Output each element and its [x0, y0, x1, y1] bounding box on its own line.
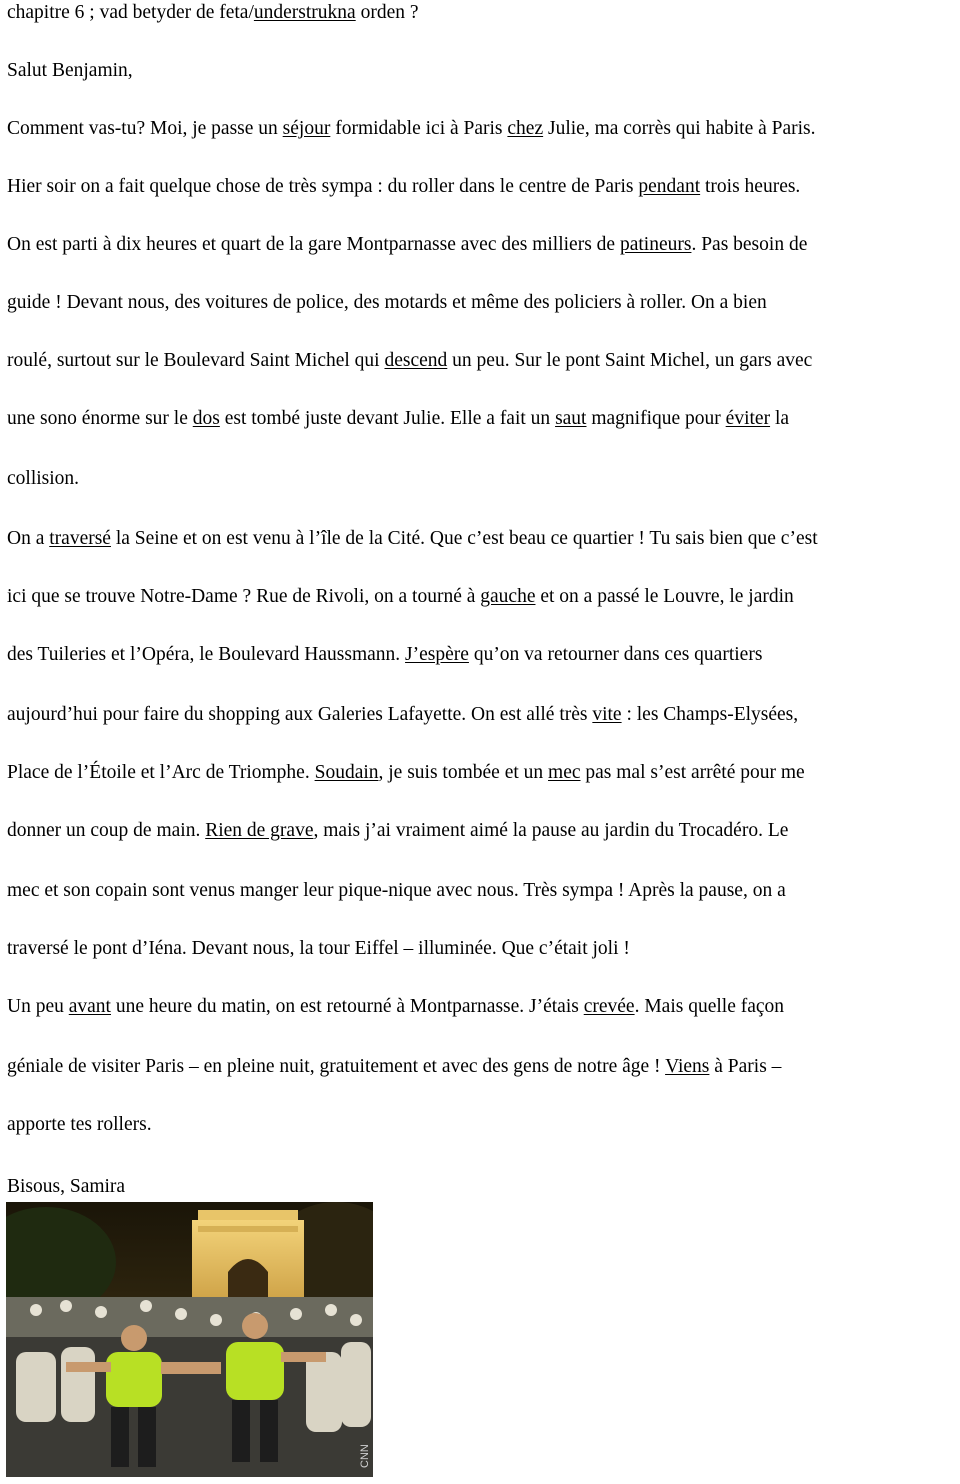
underlined-term: chez — [507, 118, 544, 139]
line-text: des Tuileries et l’Opéra, le Boulevard Haussmann. — [7, 644, 406, 665]
letter-line — [7, 644, 762, 666]
line-text: un peu. Sur le pont Saint Michel, un gars avec — [447, 350, 813, 371]
line-text: collision. — [7, 468, 80, 489]
underlined-term: Rien de grave — [205, 820, 314, 841]
underlined-term: J’espère — [405, 644, 469, 665]
letter-line — [7, 234, 807, 256]
letter-line — [7, 408, 789, 430]
line-text: donner un coup de main. — [7, 820, 206, 841]
line-text: roulé, surtout sur le Boulevard Saint Michel qui — [7, 350, 385, 371]
underlined-term: Viens — [665, 1056, 710, 1077]
letter-line — [7, 762, 805, 784]
line-text: trois heures. — [700, 176, 801, 197]
line-text: , mais j’ai vraiment aimé la pause au jardin du Trocadéro. Le — [313, 820, 789, 841]
underlined-term: éviter — [725, 408, 771, 429]
line-text: est tombé juste devant Julie. Elle a fait un — [219, 408, 556, 429]
line-text: la — [770, 408, 790, 429]
line-text: : les Champs-Elysées, — [621, 704, 799, 725]
line-text: . Pas besoin de — [691, 234, 808, 255]
underlined-term: patineurs — [619, 234, 692, 255]
line-text: On est parti à dix heures et quart de la gare Montparnasse avec des milliers de — [7, 234, 620, 255]
underlined-term: mec — [548, 762, 581, 783]
line-text: géniale de visiter Paris – en pleine nuit, gratuitement et avec des gens de notre âge ! — [7, 1056, 666, 1077]
line-text: On a — [7, 528, 50, 549]
line-text: la Seine et on est venu à l’île de la Cité. Que c’est beau ce quartier ! Tu sais bien que c’est — [110, 528, 818, 549]
letter-line — [7, 880, 786, 902]
letter-line — [7, 1056, 781, 1078]
letter-line — [7, 704, 798, 726]
underlined-term: Soudain — [314, 762, 379, 783]
line-text: pas mal s’est arrêté pour me — [580, 762, 805, 783]
line-text: Un peu — [7, 996, 69, 1017]
letter-line — [7, 350, 812, 372]
underlined-term: crevée — [583, 996, 635, 1017]
letter-line — [7, 528, 818, 550]
photo-watermark: CNN — [359, 1444, 371, 1468]
line-text: Comment vas-tu? Moi, je passe un — [7, 118, 283, 139]
line-text: Julie, ma corrès qui habite à Paris. — [543, 118, 816, 139]
line-text: une sono énorme sur le — [7, 408, 193, 429]
photo-illustration — [6, 1202, 373, 1477]
letter-line — [7, 938, 630, 960]
letter-line — [7, 176, 800, 198]
line-text: qu’on va retourner dans ces quartiers — [468, 644, 763, 665]
line-text: mec et son copain sont venus manger leur pique-nique avec nous. Très sympa ! Après la pause, on a — [7, 880, 786, 901]
underlined-term: vite — [592, 704, 622, 725]
line-text: magnifique pour — [586, 408, 726, 429]
letter-line — [7, 586, 794, 608]
line-text: aujourd’hui pour faire du shopping aux Galeries Lafayette. On est allé très — [7, 704, 593, 725]
line-text: Hier soir on a fait quelque chose de très sympa : du roller dans le centre de Paris — [7, 176, 639, 197]
letter-line — [7, 996, 784, 1018]
line-text: ici que se trouve Notre-Dame ? Rue de Rivoli, on a tourné à — [7, 586, 481, 607]
underlined-term: séjour — [282, 118, 331, 139]
line-text: guide ! Devant nous, des voitures de police, des motards et même des policiers à roller. On a bien — [7, 292, 767, 313]
line-text: traversé le pont d’Iéna. Devant nous, la tour Eiffel – illuminée. Que c’était joli ! — [7, 938, 630, 959]
letter-line — [7, 468, 79, 490]
line-text: , je suis tombée et un — [378, 762, 549, 783]
letter-line — [7, 292, 767, 314]
underlined-term: traversé — [49, 528, 111, 549]
underlined-term: pendant — [638, 176, 701, 197]
letter-line — [7, 118, 816, 140]
line-text: une heure du matin, on est retourné à Montparnasse. J’étais — [110, 996, 584, 1017]
line-text: apporte tes rollers. — [7, 1114, 152, 1135]
arc-de-triomphe-rollers-photo — [6, 1202, 373, 1477]
letter-line — [7, 1114, 152, 1136]
document-title — [7, 2, 419, 24]
underlined-term: dos — [192, 408, 220, 429]
underlined-term: descend — [384, 350, 448, 371]
underlined-term: saut — [555, 408, 587, 429]
signature: Bisous, Samira — [7, 1176, 126, 1197]
line-text: et on a passé le Louvre, le jardin — [535, 586, 794, 607]
underlined-term: understrukna — [253, 2, 356, 23]
line-text: . Mais quelle façon — [634, 996, 785, 1017]
line-text: formidable ici à Paris — [330, 118, 508, 139]
line-text: orden ? — [355, 2, 419, 23]
greeting: Salut Benjamin, — [7, 60, 133, 81]
underlined-term: gauche — [480, 586, 536, 607]
line-text: chapitre 6 ; vad betyder de feta/ — [7, 2, 254, 23]
letter-line — [7, 820, 788, 842]
line-text: à Paris – — [709, 1056, 782, 1077]
line-text: Place de l’Étoile et l’Arc de Triomphe. — [7, 762, 315, 783]
underlined-term: avant — [68, 996, 111, 1017]
